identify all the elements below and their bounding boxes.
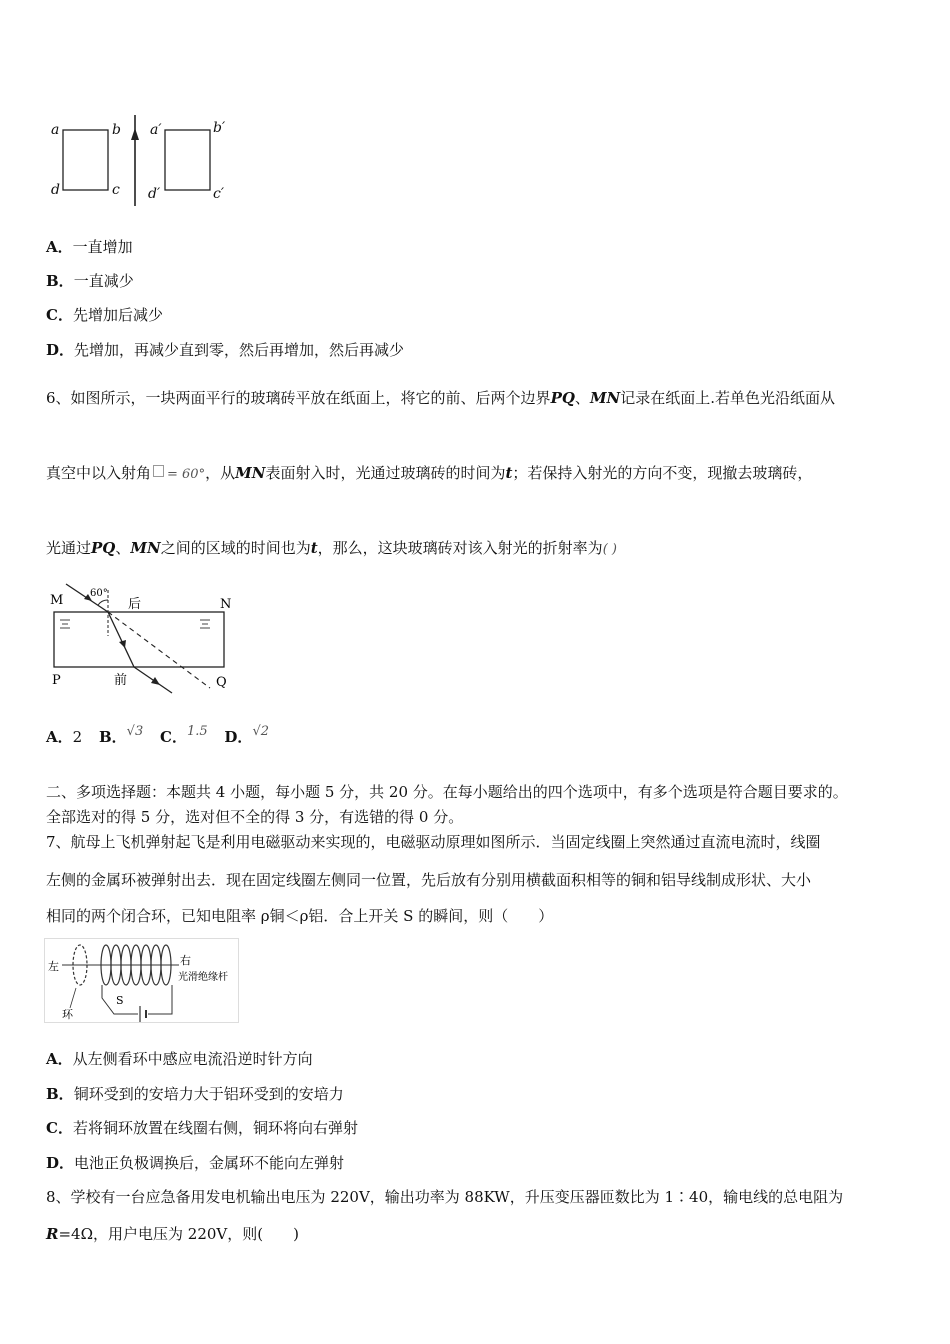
current-arrow [131,128,139,140]
label-b: b [112,122,121,138]
q5-option-a: A．一直增加 [46,238,133,256]
label-P: P [52,673,61,688]
q6-option-a-key: A． [46,728,73,746]
q8-line-1: 8、学校有一台应急备用发电机输出电压为 220V，输出功率为 88KW，升压变压器匝数比为 1∶40，输电线的总电阻为 [46,1188,844,1206]
loop-abcd [63,130,108,190]
q7-option-d: D．电池正负极调换后，金属环不能向左弹射 [46,1154,345,1172]
glass-brick [54,612,224,667]
label-switch: S [116,994,124,1007]
q6-option-b-key: B． [98,728,127,746]
circuit-wire-right [148,985,172,1014]
ring-pointer [70,988,76,1008]
section2-line-1: 二、多项选择题：本题共 4 小题，每小题 5 分，共 20 分。在每小题给出的四个选项中，有多个选项是符合题目要求的。 [46,783,848,801]
fig-glass-brick [40,580,240,700]
q8-line-2: R=4Ω，用户电压为 220V，则( ) [46,1225,299,1243]
label-M: M [50,593,64,608]
q6-option-c-key: C． [160,728,187,746]
label-N: N [220,597,232,612]
ground-mark-left [60,620,70,628]
q5-option-b: B．一直减少 [46,272,134,290]
label-c-prime: c′ [213,186,225,202]
loop-abcd-prime [165,130,210,190]
label-d-prime: d′ [148,186,161,202]
label-d: d [51,182,60,198]
label-b-prime: b′ [213,120,226,136]
label-rod: 光滑绝缘杆 [178,972,228,983]
q7-line-1: 7、航母上飞机弹射起飞是利用电磁驱动来实现的，电磁驱动原理如图所示．当固定线圈上突然通过直流电流时，线圈 [46,833,821,851]
q6-option-c: 1.5 [186,724,208,739]
refracted-ray [108,612,134,667]
label-angle: 60° [90,588,108,599]
label-front: 前 [114,673,128,688]
q6-options [46,726,269,747]
label-a-prime: a′ [150,122,162,138]
label-a: a [51,122,60,138]
q6-line-2: 真空中以入射角 = 60°，从MN表面射入时，光通过玻璃砖的时间为t；若保持入射光的方向不变，现撤去玻璃砖， [46,464,813,482]
q6-option-d-key: D． [224,728,253,746]
q7-option-b: B．铜环受到的安培力大于铝环受到的安培力 [46,1085,344,1103]
q6-line-1: 6、如图所示，一块两面平行的玻璃砖平放在纸面上，将它的前、后两个边界PQ、MN记录在纸面上.若单色光沿纸面从 [46,389,836,407]
q7-line-2: 左侧的金属环被弹射出去．现在固定线圈左侧同一位置，先后放有分别用横截面积相等的铜和铝导线制成形状、大小 [46,871,812,889]
label-right: 右 [180,954,191,967]
label-ring: 环 [62,1008,73,1021]
section2-line-2: 全部选对的得 5 分，选对但不全的得 3 分，有选错的得 0 分。 [46,808,464,826]
q7-option-c: C．若将铜环放置在线圈右侧，铜环将向右弹射 [46,1119,358,1137]
q5-option-c: C．先增加后减少 [46,306,163,324]
fig-coil [44,938,240,1024]
q6-line-3: 光通过PQ、MN之间的区域的时间也为t，那么，这块玻璃砖对该入射光的折射率为( ) [46,539,617,557]
q7-option-a: A．从左侧看环中感应电流沿逆时针方向 [46,1050,313,1068]
q5-option-d: D．先增加，再减少直到零，然后再增加，然后再减少 [46,341,405,359]
ground-mark-right [200,620,210,628]
theta-placeholder-icon [153,465,164,477]
q6-option-b: √3 [126,724,144,739]
refracted-arrow [119,640,126,648]
q7-line-3: 相同的两个闭合环，已知电阻率 ρ铜＜ρ铝．合上开关 S 的瞬间，则（ ） [46,907,554,925]
angle-arc [98,600,108,605]
emergent-arrow [151,677,160,685]
label-c: c [112,182,120,198]
fig-two-loops [40,100,240,210]
label-Q: Q [216,675,227,690]
q6-option-d: √2 [252,724,269,739]
label-back: 后 [128,597,142,612]
q6-option-a: 2 [72,728,83,746]
label-left: 左 [48,960,59,973]
